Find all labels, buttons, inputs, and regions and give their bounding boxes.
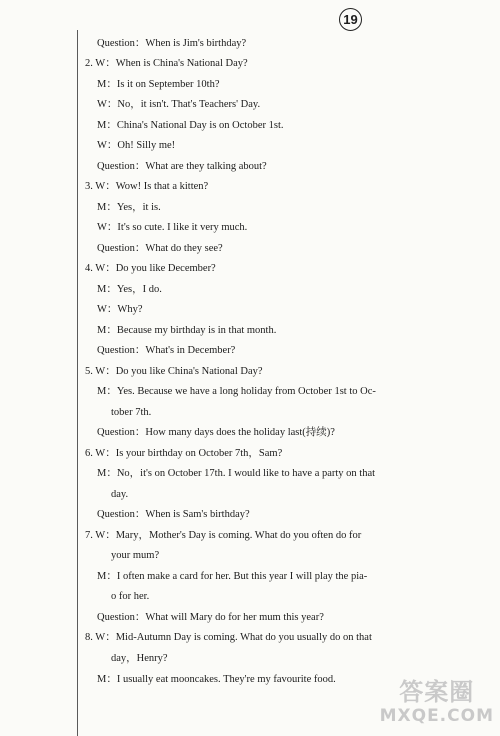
text-line: 8. W：Mid-Autumn Day is coming. What do you usually do on that <box>85 632 372 643</box>
text-line: Question：How many days does the holiday last(持续)? <box>97 427 335 438</box>
text-line: W：No，it isn't. That's Teachers' Day. <box>97 99 261 110</box>
watermark-bottom: MXQE.COM <box>379 706 494 726</box>
text-line: Question：What are they talking about? <box>97 161 267 172</box>
text-line: M：Yes，it is. <box>97 202 161 213</box>
text-line: M：Yes. Because we have a long holiday from October 1st to Oc- <box>97 386 376 397</box>
text-line: M：China's National Day is on October 1st. <box>97 120 284 131</box>
text-line: day，Henry? <box>111 653 168 664</box>
watermark-logo <box>380 678 494 726</box>
text-line: Question：What's in December? <box>97 345 236 356</box>
text-line: o for her. <box>111 591 150 602</box>
text-line: Question：What will Mary do for her mum this year? <box>97 612 324 623</box>
text-line: M：Is it on September 10th? <box>97 79 220 90</box>
text-line: Question：What do they see? <box>97 243 223 254</box>
text-line: M：I usually eat mooncakes. They're my favourite food. <box>97 674 336 685</box>
text-line: W：Oh! Silly me! <box>97 140 176 151</box>
text-line: W：Why? <box>97 304 143 315</box>
text-line: 5. W：Do you like China's National Day? <box>85 366 263 377</box>
text-line: 2. W：When is China's National Day? <box>85 58 248 69</box>
watermark-top: 答案圈 <box>399 678 475 706</box>
text-line: W：It's so cute. I like it very much. <box>97 222 248 233</box>
text-line: 3. W：Wow! Is that a kitten? <box>85 181 209 192</box>
text-line: your mum? <box>111 550 160 561</box>
text-line: 6. W：Is your birthday on October 7th，Sam? <box>85 448 283 459</box>
text-line: day. <box>111 489 129 500</box>
text-line: 7. W：Mary，Mother's Day is coming. What do you often do for <box>85 530 362 541</box>
text-line: tober 7th. <box>111 407 152 418</box>
page-number-badge: 19 <box>339 8 362 31</box>
text-line: 4. W：Do you like December? <box>85 263 216 274</box>
text-line: Question：When is Jim's birthday? <box>97 38 247 49</box>
text-line: M：No，it's on October 17th. I would like to have a party on that <box>97 468 376 479</box>
text-line: M：I often make a card for her. But this year I will play the pia- <box>97 571 368 582</box>
margin-rule <box>77 30 78 736</box>
text-line: M：Because my birthday is in that month. <box>97 325 277 336</box>
text-line: M：Yes，I do. <box>97 284 162 295</box>
text-line: Question：When is Sam's birthday? <box>97 509 250 520</box>
